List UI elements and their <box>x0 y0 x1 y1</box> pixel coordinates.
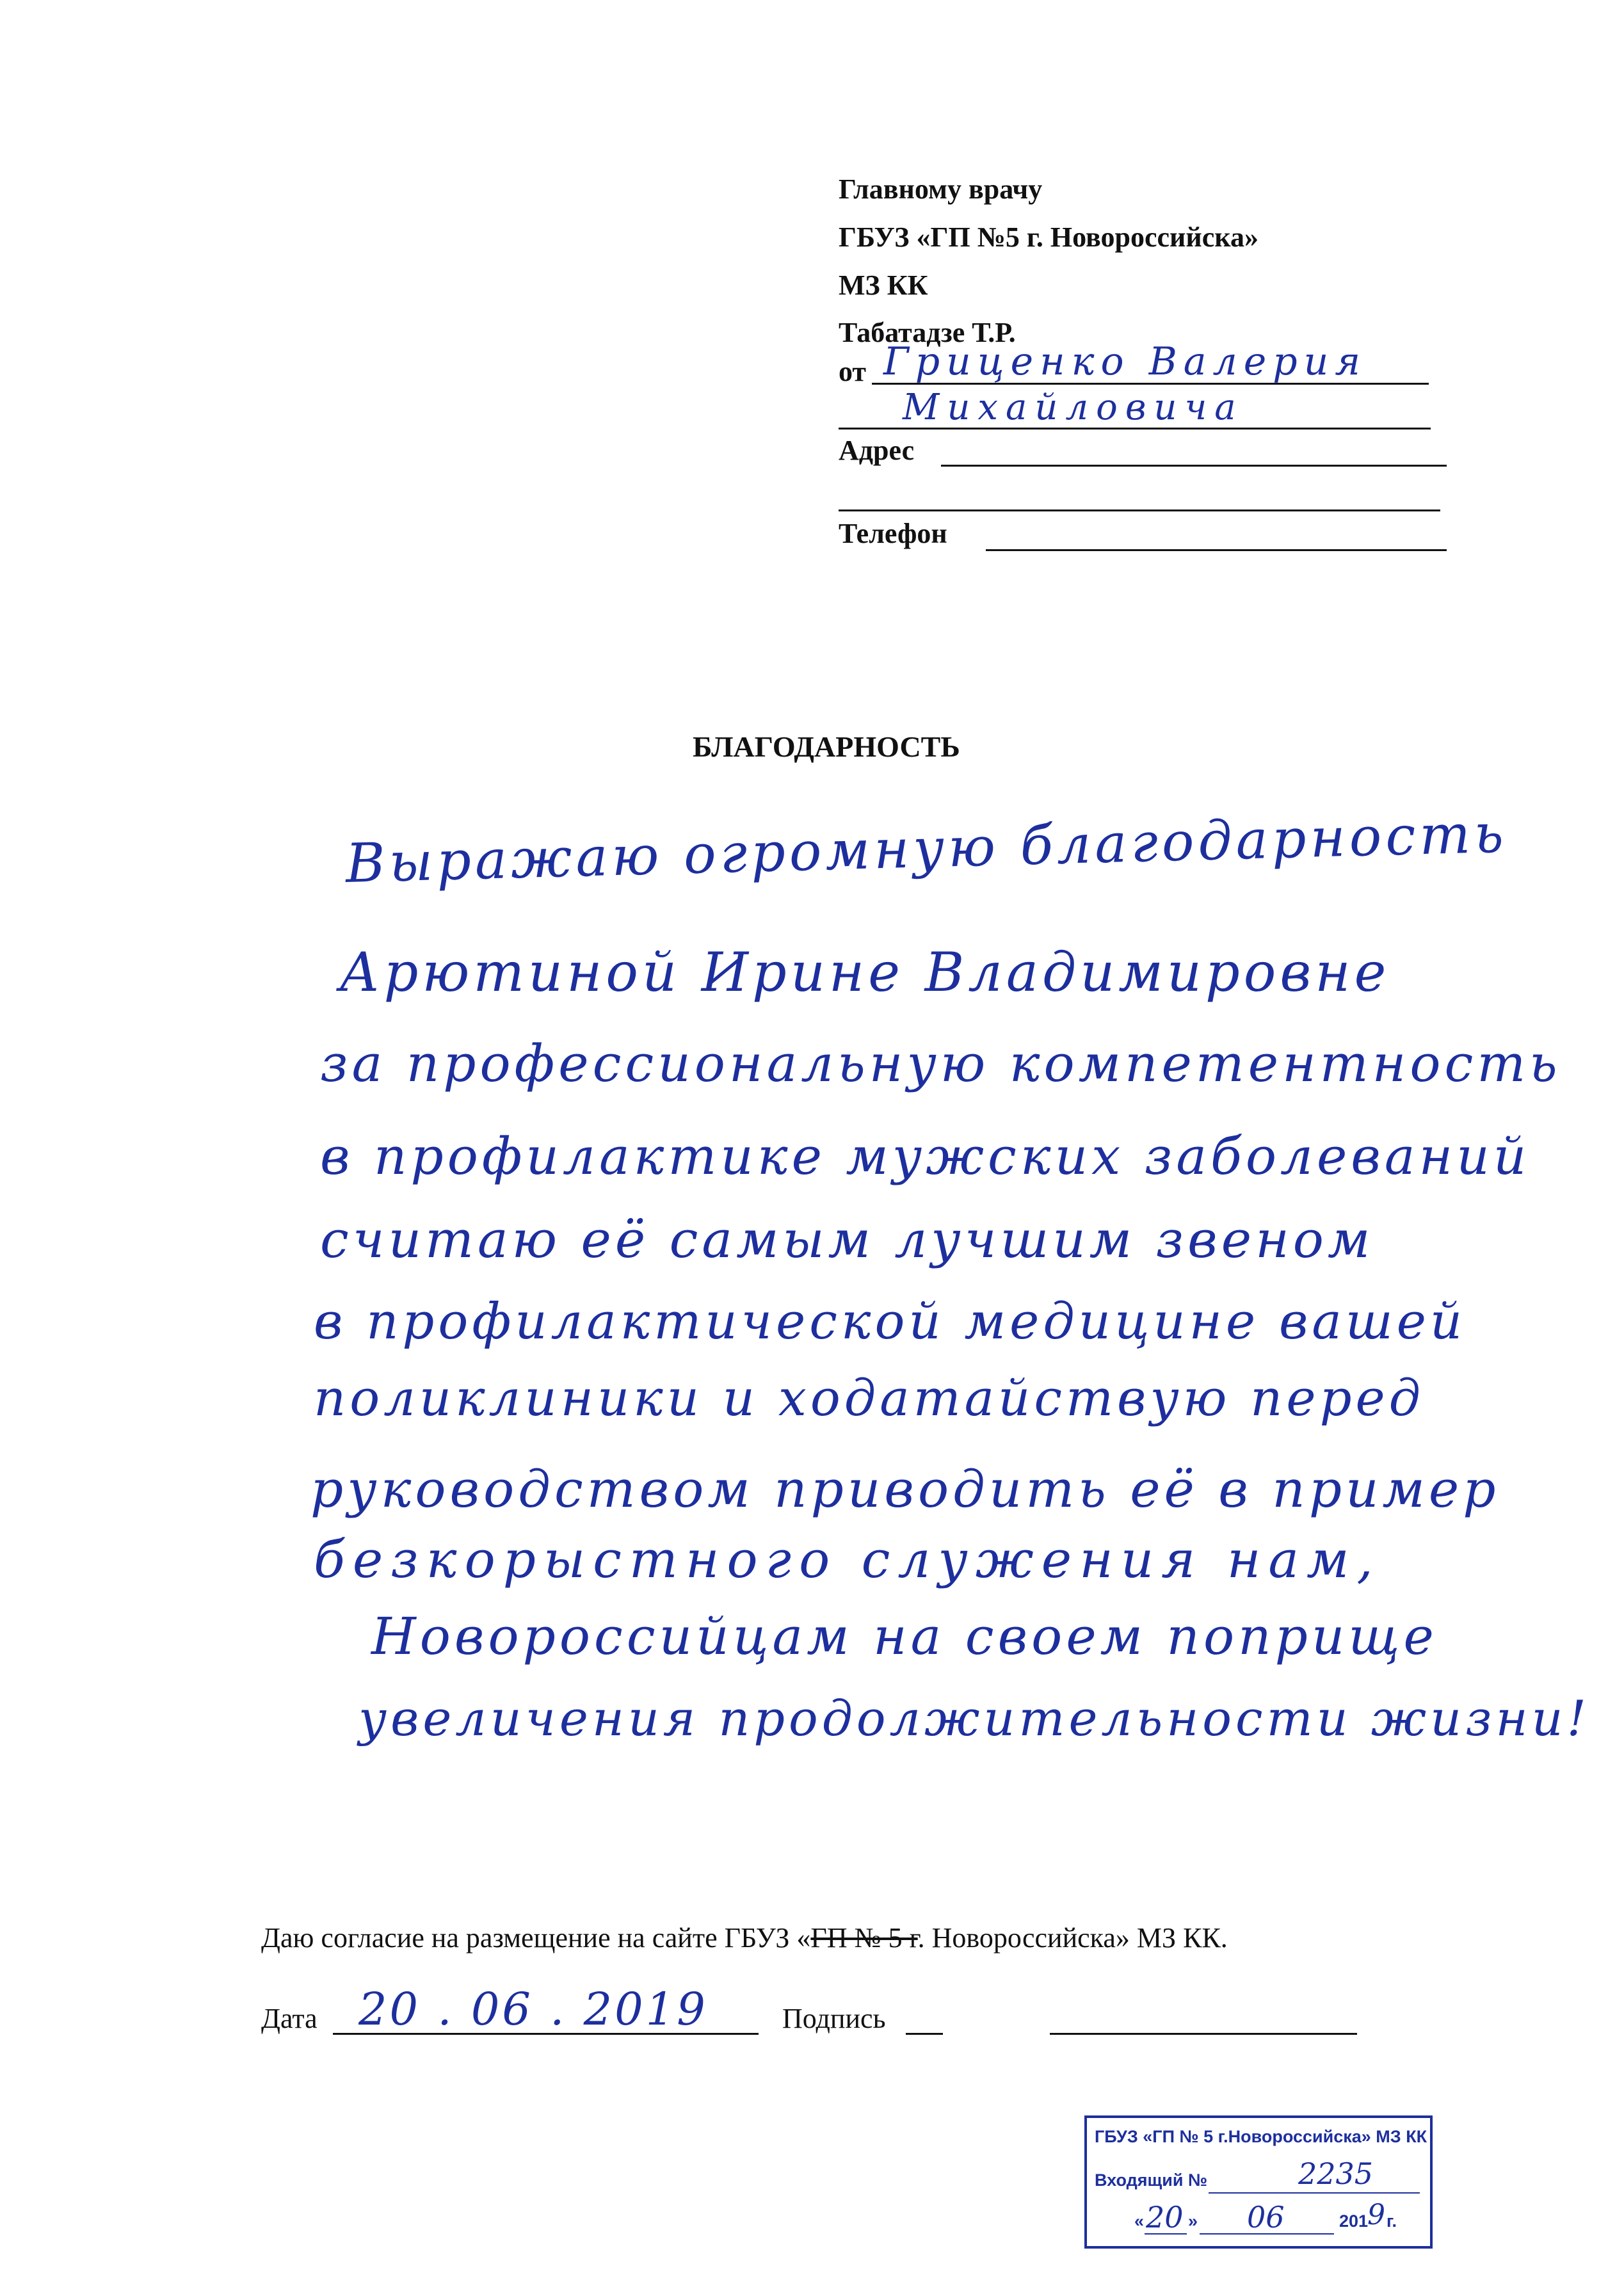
from-name-line-2: Михайловича <box>903 387 1244 428</box>
from-underline-2 <box>839 428 1431 429</box>
address-underline-1 <box>941 465 1447 467</box>
consent-text <box>261 1922 1228 1954</box>
body-line-4: в профилактике мужских заболеваний <box>320 1127 1531 1186</box>
phone-underline <box>986 549 1447 551</box>
incoming-stamp <box>1084 2115 1433 2249</box>
address-underline-2 <box>839 510 1440 511</box>
date-label: Дата <box>261 2003 318 2034</box>
stamp-close-quote: » <box>1188 2211 1198 2231</box>
addressee-line-1: Главному врачу <box>839 173 1043 205</box>
stamp-number-underline <box>1209 2192 1420 2194</box>
date-value[interactable]: 20 . 06 . 2019 <box>358 1983 708 2035</box>
signature-underline-short <box>906 2033 943 2035</box>
body-line-8: руководством приводить её в пример <box>310 1459 1500 1519</box>
consent-struck: ГП № 5 г <box>810 1922 918 1954</box>
body-line-7: поликлиники и ходатайствую перед <box>314 1370 1425 1427</box>
body-line-2: Арютиной Ирине Владимировне <box>339 941 1390 1004</box>
consent-prefix: Даю согласие на размещение на сайте ГБУЗ « <box>261 1922 811 1954</box>
document-title: БЛАГОДАРНОСТЬ <box>693 730 960 763</box>
stamp-year-prefix: 201 <box>1339 2211 1369 2231</box>
stamp-incoming-label: Входящий № <box>1095 2171 1208 2190</box>
body-line-3: за профессиональную компетентность <box>320 1034 1561 1093</box>
signature-underline-long <box>1050 2033 1357 2035</box>
body-line-10: Новороссийцам на своем поприще <box>371 1607 1438 1666</box>
stamp-open-quote: « <box>1134 2211 1145 2231</box>
body-line-5: считаю её самым лучшим звеном <box>320 1210 1374 1269</box>
stamp-incoming-number: 2235 <box>1298 2156 1374 2191</box>
from-underline-1 <box>872 383 1429 385</box>
addressee-line-3: МЗ КК <box>839 269 928 301</box>
from-name-line-1: Гриценко Валерия <box>883 339 1367 384</box>
from-label: от <box>839 356 867 387</box>
phone-label: Телефон <box>839 518 947 549</box>
stamp-org: ГБУЗ «ГП № 5 г.Новороссийска» МЗ КК <box>1095 2127 1427 2146</box>
stamp-month-underline <box>1200 2233 1334 2235</box>
body-line-6: в профилактической медицине вашей <box>314 1293 1467 1351</box>
stamp-month: 06 <box>1247 2200 1285 2235</box>
stamp-day: 20 <box>1146 2200 1184 2235</box>
address-label: Адрес <box>839 435 915 466</box>
stamp-year-last: 9 <box>1367 2199 1385 2231</box>
stamp-day-underline <box>1145 2233 1187 2235</box>
stamp-year-suffix: г. <box>1387 2211 1397 2231</box>
date-underline <box>333 2033 759 2035</box>
body-line-9: безкорыстного служения нам, <box>314 1530 1381 1589</box>
addressee-line-4: Табатадзе Т.Р. <box>839 317 1016 348</box>
signature-label: Подпись <box>782 2003 886 2034</box>
body-line-11: увеличения продолжительности жизни! <box>358 1690 1591 1747</box>
consent-suffix: . Новороссийска» МЗ КК. <box>917 1922 1228 1954</box>
addressee-line-2: ГБУЗ «ГП №5 г. Новороссийска» <box>839 221 1258 253</box>
body-line-1: Выражаю огромную благодарность <box>344 801 1508 895</box>
